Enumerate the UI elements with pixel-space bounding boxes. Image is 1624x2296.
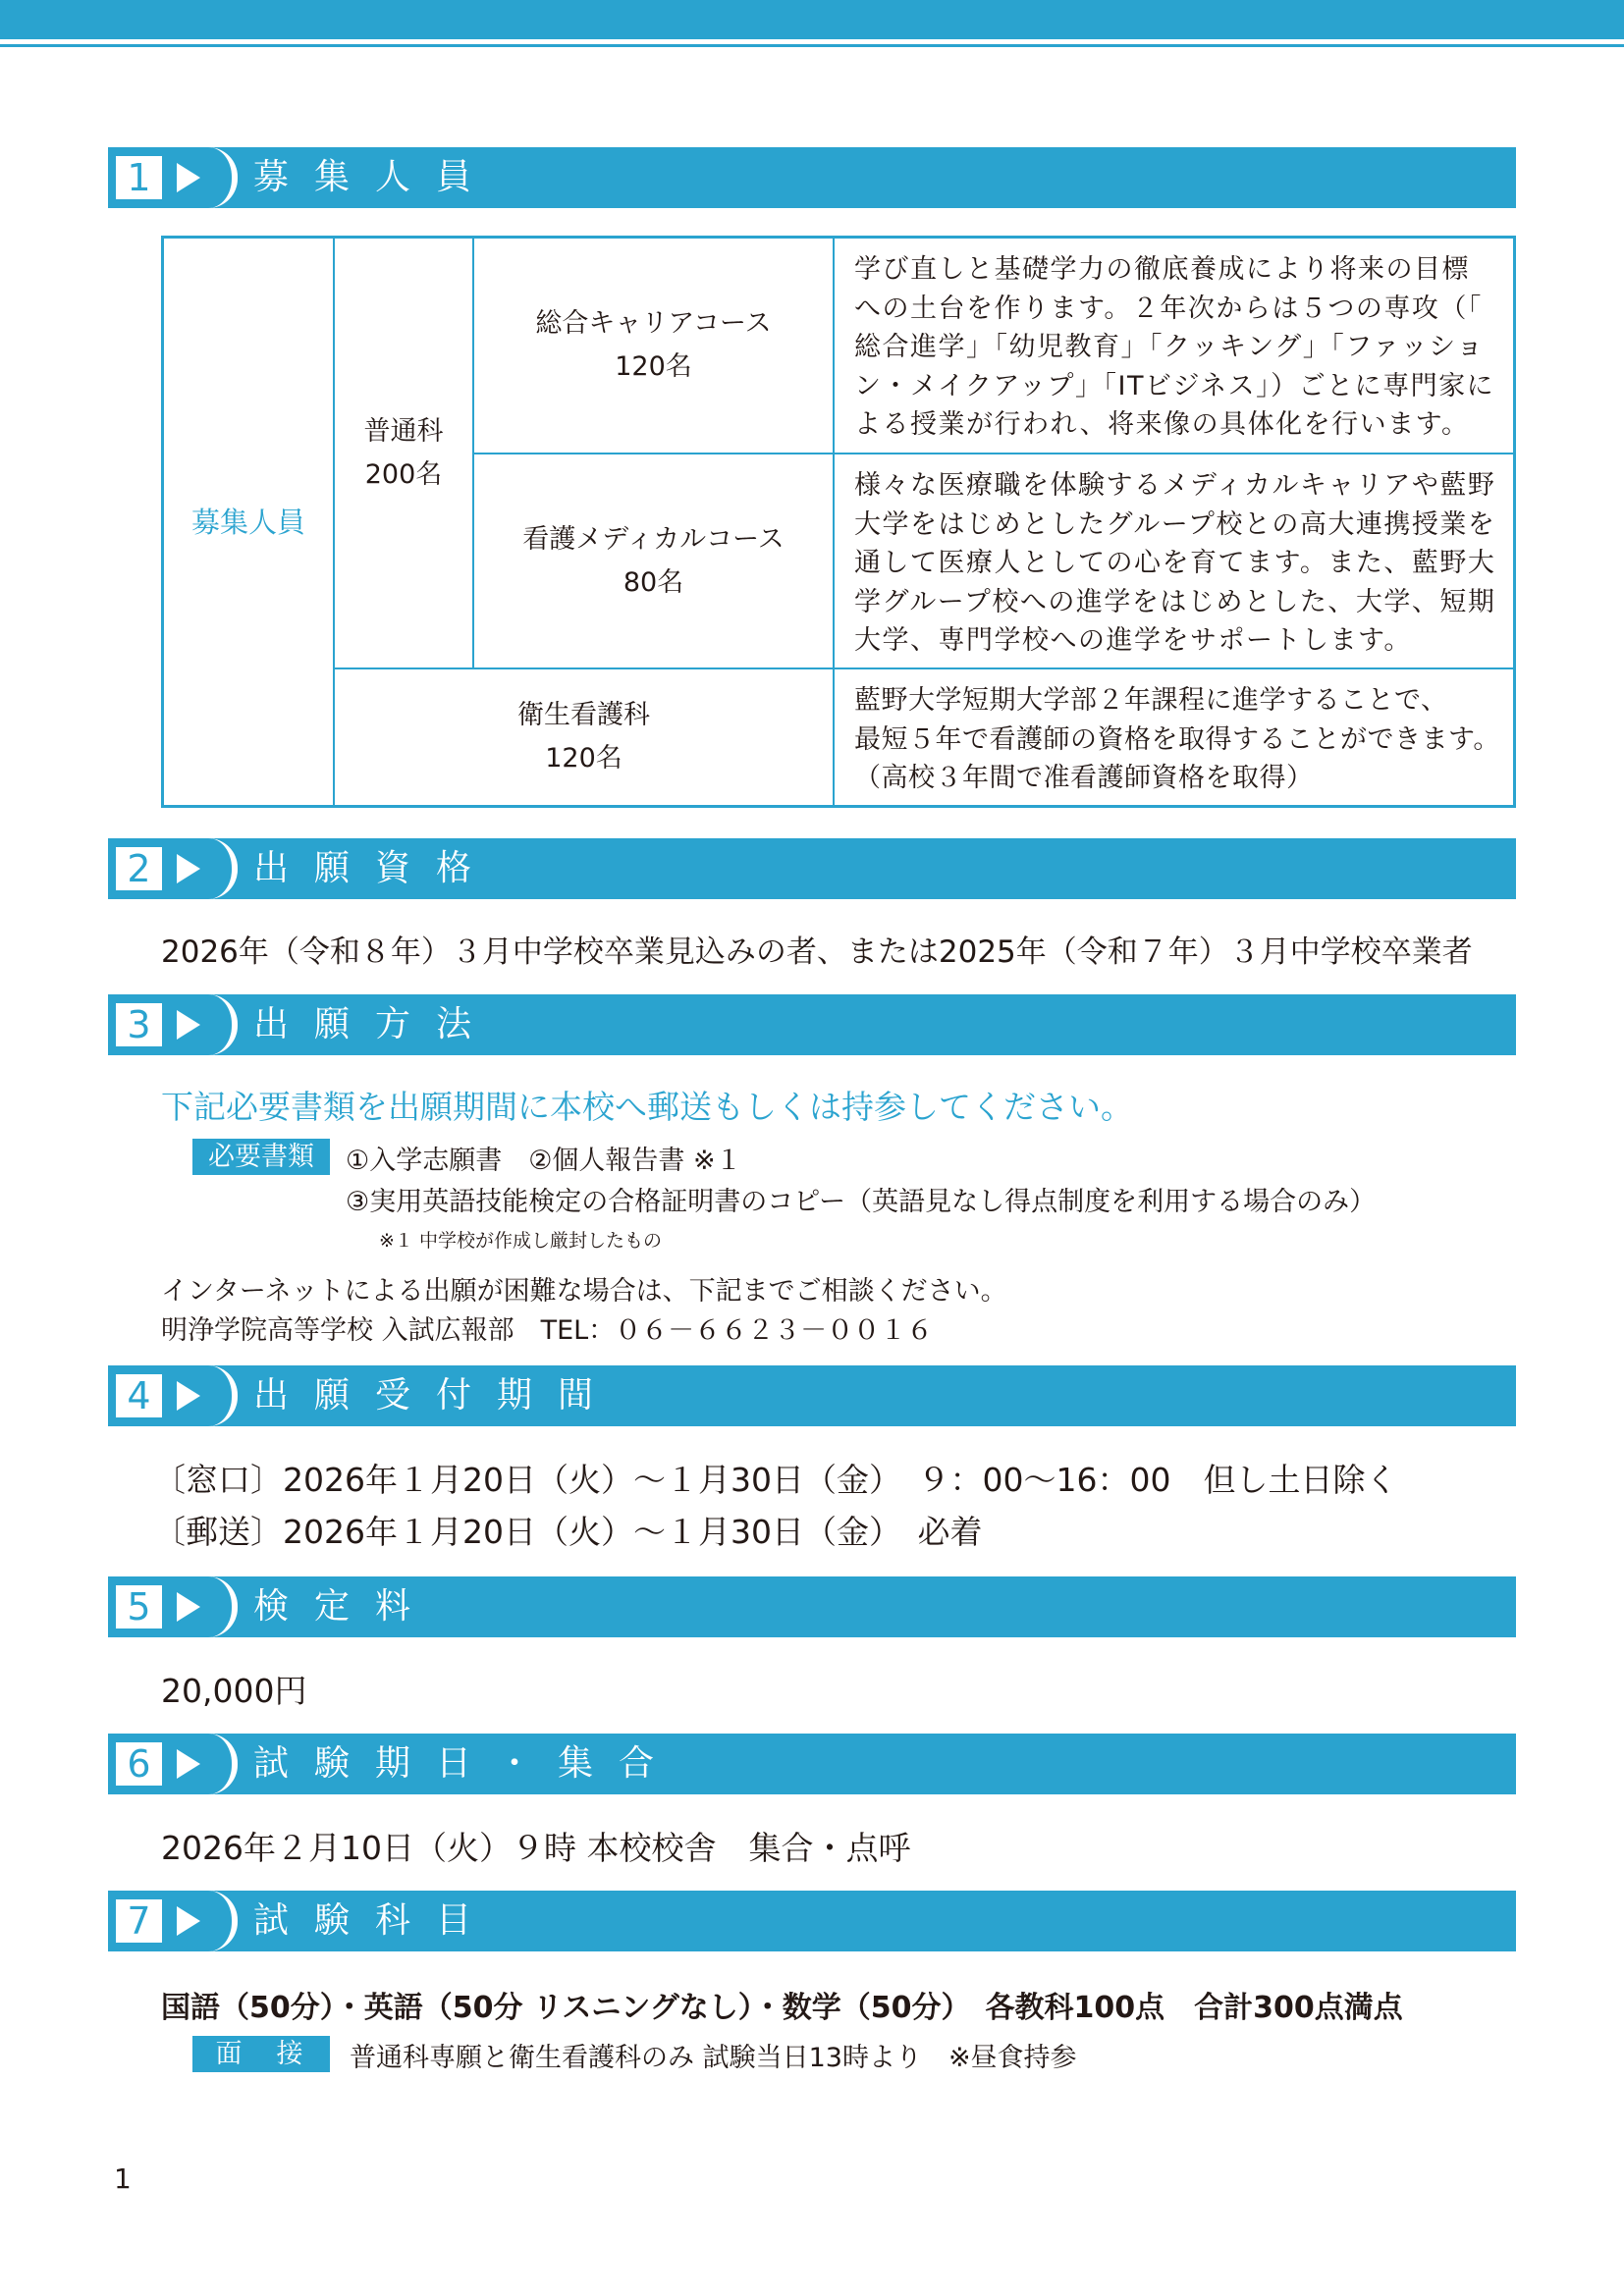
desc-line: 学び直しと基礎学力の徹底養成により将来の目標 xyxy=(854,254,1470,285)
course-career-cell xyxy=(474,239,833,453)
desc-line: 最短５年で看護師の資格を取得することができます。 xyxy=(854,723,1500,755)
section-number: 3 xyxy=(116,1003,162,1046)
desc-line: への土台を作ります。２年次からは５つの専攻（「 xyxy=(854,293,1483,324)
table-header-recruitment: 募集人員 xyxy=(190,505,305,539)
section-header-subjects xyxy=(108,1891,1516,1951)
section-number: 4 xyxy=(116,1374,162,1417)
course-nursing-cell xyxy=(335,669,833,805)
desc-line: よる授業が行われ、将来像の具体化を行います。 xyxy=(854,409,1470,440)
course-career-desc xyxy=(835,239,1513,453)
course-count: 120名 xyxy=(545,743,623,774)
course-count: 120名 xyxy=(615,351,692,382)
section-title: 出願資格 xyxy=(253,848,498,888)
course-nursing-desc xyxy=(835,669,1513,805)
section-number: 5 xyxy=(116,1585,162,1629)
internet-notice: インターネットによる出願が困難な場合は、下記までご相談ください。 xyxy=(161,1276,1007,1307)
qualification-text: 2026年（令和８年）３月中学校卒業見込みの者、または2025年（令和７年）３月中学校卒業者 xyxy=(161,934,1473,970)
section-header-exam-date xyxy=(108,1734,1516,1794)
period-window: 〔窓口〕2026年１月20日（火）～１月30日（金） ９：00～16：00 但し土日除く xyxy=(153,1461,1398,1499)
course-name: 看護メディカルコース xyxy=(522,523,785,555)
section-title: 試験期日・集合 xyxy=(253,1743,680,1784)
course-name: 総合キャリアコース xyxy=(535,308,772,339)
desc-line: 総合進学」「幼児教育」「クッキング」「ファッショ xyxy=(854,332,1485,362)
section-number: 1 xyxy=(116,156,162,199)
period-mail: 〔郵送〕2026年１月20日（火）～１月30日（金） 必着 xyxy=(153,1513,983,1551)
play-arrow-icon xyxy=(177,854,200,883)
section-header-fee xyxy=(108,1576,1516,1637)
play-arrow-icon xyxy=(177,1906,200,1936)
play-arrow-icon xyxy=(177,163,200,192)
section-header-recruitment xyxy=(108,147,1516,208)
general-dept-cell xyxy=(335,239,472,667)
top-rule xyxy=(0,44,1624,47)
section-number: 2 xyxy=(116,847,162,890)
section-title: 出願方法 xyxy=(253,1004,498,1044)
desc-line: （高校３年間で准看護師資格を取得） xyxy=(854,763,1314,793)
section-header-period xyxy=(108,1365,1516,1426)
required-docs-line-2: ③実用英語技能検定の合格証明書のコピー（英語見なし得点制度を利用する場合のみ） xyxy=(346,1187,1377,1217)
required-docs-note: ※１ 中学校が作成し厳封したもの xyxy=(379,1230,662,1252)
course-name: 衛生看護科 xyxy=(517,700,650,730)
desc-line: 様々な医療職を体験するメディカルキャリアや藍野 xyxy=(854,470,1496,501)
section-header-method xyxy=(108,994,1516,1055)
course-medical-desc xyxy=(835,454,1513,667)
play-arrow-icon xyxy=(177,1010,200,1040)
play-arrow-icon xyxy=(177,1749,200,1779)
required-docs-line-1: ①入学志願書 ②個人報告書 ※１ xyxy=(346,1146,742,1176)
desc-line: 藍野大学短期大学部２年課程に進学することで、 xyxy=(854,685,1448,716)
desc-line: 大学、専門学校への進学をサポートします。 xyxy=(854,625,1412,656)
general-dept-count: 200名 xyxy=(364,458,443,490)
interview-text: 普通科専願と衛生看護科のみ 試験当日13時より ※昼食持参 xyxy=(350,2043,1077,2073)
section-title: 検定料 xyxy=(253,1586,437,1627)
fee-amount: 20,000円 xyxy=(161,1672,307,1710)
section-number: 6 xyxy=(116,1742,162,1786)
contact-info: 明浄学院高等学校 入試広報部 TEL：０６－６６２３－００１６ xyxy=(161,1315,934,1346)
course-count: 80名 xyxy=(623,566,684,598)
subjects-line: 国語（50分）・英語（50分 リスニングなし）・数学（50分） 各教科100点 合計300点満点 xyxy=(161,1991,1403,2025)
top-banner xyxy=(0,0,1624,39)
desc-line: ン・メイクアップ」「ITビジネス」）ごとに専門家に xyxy=(854,370,1495,401)
desc-line: 大学をはじめとしたグループ校との高大連携授業を xyxy=(854,508,1496,540)
desc-line: 学グループ校への進学をはじめとした、大学、短期 xyxy=(854,586,1496,617)
section-title: 募集人員 xyxy=(253,157,498,197)
desc-line: 通して医療人としての心を育てます。また、藍野大 xyxy=(854,548,1496,578)
play-arrow-icon xyxy=(177,1381,200,1411)
method-lead: 下記必要書類を出願期間に本校へ郵送もしくは持参してください。 xyxy=(161,1088,1133,1126)
required-docs-label: 必要書類 xyxy=(192,1139,330,1175)
section-number: 7 xyxy=(116,1899,162,1943)
play-arrow-icon xyxy=(177,1592,200,1622)
section-header-qualification xyxy=(108,838,1516,899)
recruitment-table xyxy=(161,236,1516,808)
exam-date-text: 2026年２月10日（火）９時 本校校舎 集合・点呼 xyxy=(161,1829,911,1867)
interview-label: 面 接 xyxy=(192,2036,330,2072)
section-title: 出願受付期間 xyxy=(253,1375,620,1415)
general-dept-name: 普通科 xyxy=(363,415,444,447)
section-title: 試験科目 xyxy=(253,1900,498,1941)
course-medical-cell xyxy=(474,454,833,667)
page-number: 1 xyxy=(114,2163,132,2195)
